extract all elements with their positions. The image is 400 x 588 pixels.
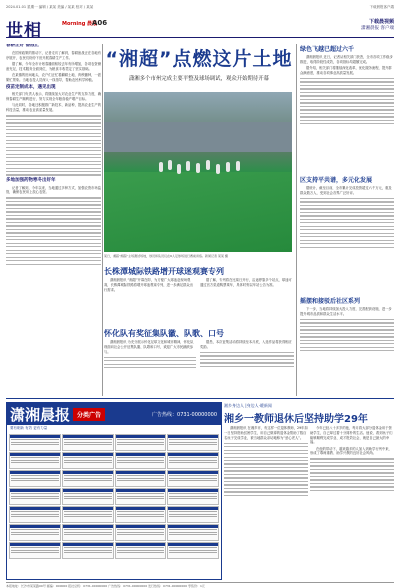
center-story-1-title: 长株潭城际铁路增开球迷观赛专列	[104, 267, 224, 276]
ad-cell	[167, 488, 219, 505]
left-para: 据了解，今年全市计划春播面积较去年有所增加，各项农资储备充足，技术服务全面到位，为粮食丰收奠定了坚实基础。	[6, 61, 101, 71]
left-para: 在某镇的田间地头，农户们正忙着翻耕土地、育秧播种，一派繁忙景象。当地农技人员深入一线指导，帮助农民科学种植。	[6, 72, 101, 82]
horizontal-divider	[6, 398, 394, 399]
ad-cell	[115, 452, 167, 469]
left-headline: 春耕正好 备战忙	[6, 44, 40, 48]
header-right-sub: 潇湘晨报 客户端	[361, 26, 394, 31]
center-story-1-col-a	[104, 278, 196, 324]
brand-label: Morning 晨报	[62, 21, 98, 27]
ad-cell	[167, 470, 219, 487]
center-story-1-para: 潇湘晨报讯 “湘超”开幕在即，为方便广大球迷赴现场观赛，长株潭城际铁路将增开球迷观赛专列，进一步满足群众出行需求。	[104, 278, 194, 292]
ad-cell	[62, 524, 114, 541]
ad-cell	[167, 506, 219, 523]
right-box-3-body	[300, 307, 394, 397]
bottom-story-para: 潇湘晨报讯 在湘乡市，有这样一位退休教师，29年如一日坚持资助贫困学生，用自己微薄的退休金帮助了数百名孩子完成学业，被当地群众亲切地称为“爱心老人”。	[224, 426, 308, 440]
left-para: 在国家政策的推动下，记者走访了解到，春耕备战正在各地有序展开，农民们纷纷下田开展春耕生产工作。	[6, 50, 101, 60]
column-divider	[102, 44, 103, 396]
photo-players	[154, 152, 244, 184]
right-box-3-title: 摇摆和接驳后社区系列	[300, 298, 361, 305]
column-divider	[296, 44, 297, 396]
top-meta-bar	[6, 3, 394, 11]
page-header	[6, 14, 394, 41]
ad-cell	[115, 524, 167, 541]
left-para: 记者了解到，今年以来，当地通过多种方式，加强农资市场监管，确保农民用上放心农资。	[6, 185, 101, 195]
right-para: 据统计，截至目前，全市累计完成投资超过六千万元，惠及群众数万人，受到社会各界广泛好评。	[300, 186, 392, 195]
lead-story-header	[104, 44, 294, 90]
right-box-1-title: 绿色飞越已超过六千	[300, 46, 355, 53]
ad-cell	[62, 542, 114, 559]
ad-cell	[62, 452, 114, 469]
ad-cell	[115, 434, 167, 451]
center-story-2-col-a	[104, 340, 196, 396]
left-para: 相关部门负责人表示，将继续加大对农业生产的支持力度，确保春耕生产顺利进行，努力实现全年粮食稳产增产目标。	[6, 92, 101, 102]
page-footer: 本报地址：长沙市某某路00号 邮编：000000 报社总机：0731-00000000 广告热线：0731-00000000 发行热线：0731-00000000 零售价：1元	[6, 582, 394, 588]
center-story-1-para: 据了解，专列将在比赛日开行，沿途停靠多个站点，球迷可通过官方渠道购票乘车，具体时刻以车站公告为准。	[200, 278, 292, 287]
ad-grid	[7, 432, 221, 561]
photo-caption: 某日，湘超“湘超”主场测试场地，球员和队员们在6人足球场进行赛前训练。新闻记者 某某 摄	[104, 254, 228, 258]
right-box-2-body	[300, 186, 394, 296]
ad-subline: 要有刷新 有效 更有力量	[10, 426, 48, 430]
section-logo: 世相	[6, 21, 42, 41]
ad-cell	[115, 488, 167, 505]
ad-cell	[62, 470, 114, 487]
lead-subtitle: 潇湘多个市州完成主要平整及球场调试，观众开始期待开幕	[128, 76, 270, 82]
ad-cell	[167, 434, 219, 451]
ad-cell	[167, 524, 219, 541]
header-right	[361, 18, 394, 31]
header-right-title: 下载晨视频	[368, 19, 394, 25]
lead-headline: “湘超”点燃这片土地	[105, 48, 293, 70]
bottom-story-col-a	[224, 426, 308, 578]
ad-cell	[9, 524, 61, 541]
ad-cell	[115, 470, 167, 487]
ad-cell	[62, 488, 114, 505]
ad-cell	[9, 542, 61, 559]
top-meta-left: 2024.01.01 星期一 编辑 / 某某 美编 / 某某 校对 / 某某	[6, 4, 94, 9]
right-para: 潇湘晨报讯 近日，记者从相关部门获悉，全市各项工作稳步推进，取得阶段性成效，各项指标均超额完成。	[300, 55, 393, 64]
ad-cell	[62, 506, 114, 523]
center-story-2-para: 潇湘晨报讯 为充分展示怀化足球文化和城市精神，怀化队现面向社会公开征集队徽、队歌和口号，欢迎广大市民踊跃参与。	[104, 340, 194, 354]
photo-stadium-stand	[104, 122, 292, 152]
classified-ad-block	[6, 402, 222, 580]
ad-cell	[9, 452, 61, 469]
page-number: A06	[92, 19, 108, 27]
ad-cell	[115, 506, 167, 523]
left-para: 与此同时，各地还积极推广新技术、新品种，提高农业生产的科技含量，推动农业高质量发展。	[6, 103, 101, 113]
ad-cell	[62, 434, 114, 451]
ad-cell	[115, 542, 167, 559]
bottom-story-col-b	[310, 426, 394, 578]
ad-cell	[167, 452, 219, 469]
right-box-1-body	[300, 55, 394, 175]
top-meta-right: 下载晨报客户端	[369, 4, 394, 9]
bottom-story-title: 湘乡一教师退休后坚持助学29年	[224, 414, 368, 425]
left-subhead-1: 疫苗定制成本，遇见出现	[6, 84, 56, 90]
right-para: 据介绍，相关部门将继续深化改革，优化服务流程，提升群众满意度，推动各项事业高质量发展。	[300, 66, 392, 75]
left-subhead-2: 多地加强药物寒冬出好年	[6, 177, 56, 183]
center-story-2-title: 怀化队有奖征集队徽、队歌、口号	[104, 329, 224, 338]
center-story-2-para: 据悉，本次征集活动将持续至本月底，入选作品将获得相应奖励。	[200, 340, 292, 349]
bottom-story-para: 今年已经八十多岁的他，每月将大部分退休金用于资助学生，自己却过着十分简朴的生活。他说，看到孩子们能够顺利完成学业、成才报效社会，就是自己最大的幸福。	[310, 426, 393, 445]
ad-phone: 广告热线：0731-00000000	[152, 411, 217, 418]
right-para: 下一步，当地将持续加大投入力度，完善配套设施，进一步提升城市品质和群众生活水平。	[300, 307, 392, 316]
ad-logo: 潇湘晨报	[10, 405, 71, 424]
center-story-1-col-b	[200, 278, 294, 324]
right-box-2-title: 区支持平共谱，多元化发展	[300, 177, 373, 184]
left-column	[6, 44, 101, 396]
ad-category-label: 分类广告	[73, 408, 105, 421]
center-story-2-col-b	[200, 340, 294, 396]
ad-cell	[9, 488, 61, 505]
bottom-story-kicker: 湘乡身边人 |身边人·暖新闻	[224, 403, 272, 408]
ad-cell	[9, 470, 61, 487]
ad-cell	[9, 506, 61, 523]
right-column	[300, 44, 394, 396]
bottom-story-para: 在他的带动下，越来越多的人加入到助学行列中来，形成了尊师重教、助学兴教的良好社会风尚。	[310, 446, 392, 456]
ad-header	[7, 403, 221, 425]
lead-photo	[104, 92, 292, 252]
ad-cell	[167, 542, 219, 559]
ad-cell	[9, 434, 61, 451]
left-text-lines	[6, 115, 101, 176]
left-text-lines	[6, 197, 101, 265]
photo-field	[104, 172, 292, 252]
